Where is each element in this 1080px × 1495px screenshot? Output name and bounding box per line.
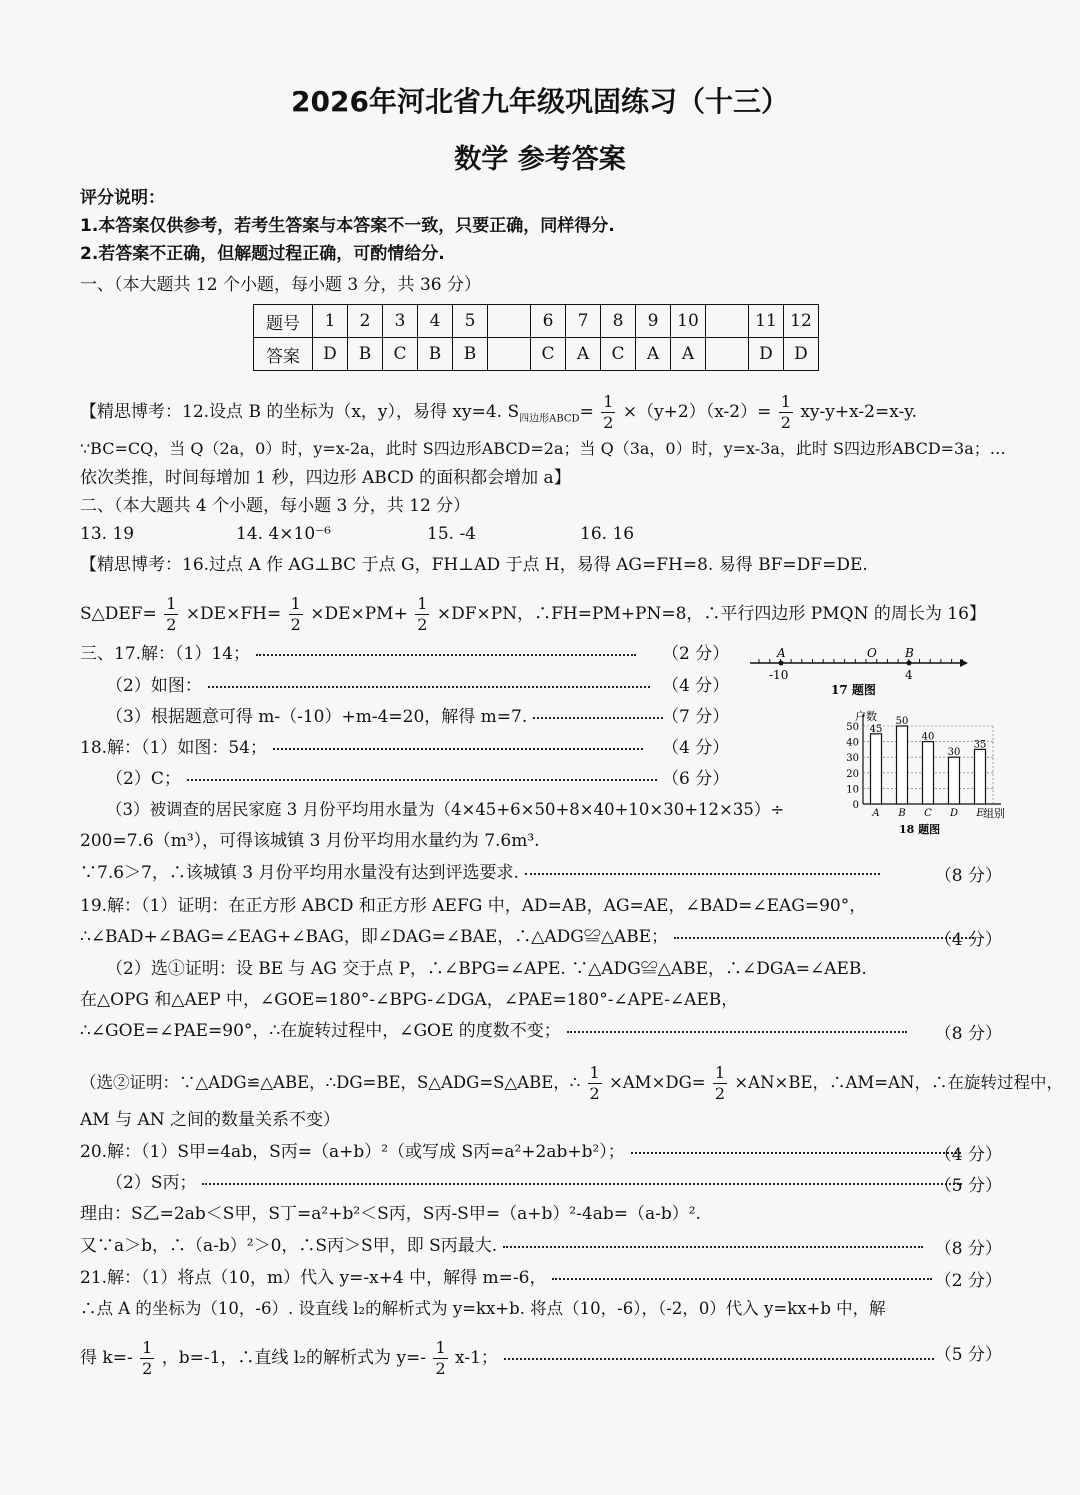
table-cell: 12	[784, 305, 819, 338]
x-tick-label: E	[976, 808, 984, 819]
y-tick-label: 40	[846, 737, 859, 749]
fraction-half: $\frac{1}{2}$	[417, 594, 428, 634]
bar-A	[871, 734, 882, 804]
y-tick-label: 0	[852, 800, 859, 811]
answer-13: 13. 19	[80, 524, 135, 544]
table-cell: 10	[671, 305, 706, 338]
hint-text: S△DEF=	[80, 604, 157, 624]
table-cell: 5	[453, 305, 488, 338]
fraction-half: $\frac{1}{2}$	[589, 1063, 600, 1103]
bar-value-label: 50	[895, 716, 909, 727]
q20-score4: （8 分）	[934, 1239, 1002, 1259]
bar-value-label: 40	[921, 731, 935, 743]
bar-B	[897, 726, 908, 804]
fraction-half: $\frac{1}{2}$	[166, 594, 177, 634]
hint-q12-line2: ∵BC=CQ，当 Q（2a，0）时，y=x-2a，此时 S四边形ABCD=2a；当 Q（3a，0）时，y=x-3a，此时 S四边形ABCD=3a；…	[80, 439, 1006, 458]
answer-14: 14. 4×10⁻⁶	[236, 524, 331, 544]
label-a: A	[777, 646, 786, 660]
table-cell: 1	[313, 305, 348, 338]
q18-score1: （4 分）	[662, 738, 730, 758]
bar-value-label: 30	[947, 747, 961, 759]
point-a	[779, 661, 784, 666]
point-b	[907, 661, 912, 666]
q19-line3: （2）选①证明：设 BE 与 AG 交于点 P，∴∠BPG=∠APE. ∵△ADG≌△ABE，∴∠DGA=∠AEB.	[106, 959, 867, 979]
section1-header: 一、（本大题共 12 个小题，每小题 3 分，共 36 分）	[80, 275, 482, 295]
q19-score5: （8 分）	[934, 1024, 1002, 1044]
fraction-half: $\frac{1}{2}$	[290, 594, 301, 634]
fraction-half: $\frac{1}{2}$	[603, 392, 614, 432]
x-tick-label: C	[924, 808, 932, 819]
hint-text: ×（y+2）（x-2）=	[622, 402, 772, 422]
table-cell: 6	[531, 305, 566, 338]
table-cell: 2	[348, 305, 383, 338]
table-cell: D	[784, 338, 819, 371]
bar-chart	[835, 705, 1010, 840]
bar-D	[949, 757, 960, 804]
table-cell: B	[418, 338, 453, 371]
table-cell: 题号	[254, 305, 313, 338]
table-cell: C	[383, 338, 418, 371]
q21-line2: ∴点 A 的坐标为（10，-6）. 设直线 l₂的解析式为 y=kx+b. 将点（10，-6），（-2，0）代入 y=kx+b 中，解	[80, 1299, 886, 1318]
q21-score1: （2 分）	[934, 1271, 1002, 1291]
q19-line7: AM 与 AN 之间的数量关系不变）	[80, 1110, 341, 1130]
q19-score2: （4 分）	[934, 930, 1002, 950]
q18-line4: 200=7.6（m³），可得该城镇 3 月份平均用水量约为 7.6m³.	[80, 831, 540, 851]
q17-line3: （3）根据题意可得 m-（-10）+m-4=20，解得 m=7.	[106, 705, 669, 729]
table-cell: C	[601, 338, 636, 371]
section2-header: 二、（本大题共 4 个小题，每小题 3 分，共 12 分）	[80, 496, 471, 516]
chart-ylabel: 户数	[855, 710, 877, 723]
bar-E	[975, 749, 986, 804]
q18-line1: 18.解：（1）如图：54；	[80, 736, 649, 760]
table-cell-gap	[488, 338, 531, 371]
q20-score1: （4 分）	[934, 1145, 1002, 1165]
tick-label-b: 4	[905, 668, 913, 682]
q21-line1: 21.解：（1）将点（10，m）代入 y=-x+4 中，解得 m=-6，	[80, 1266, 938, 1290]
table-cell: C	[531, 338, 566, 371]
q19-line6: （选②证明：∵△ADG≌△ABE，∴DG=BE，S△ADG=S△ABE，∴ $\frac{1}{2}$ ×AM×DG= $\frac{1}{2}$ ×AN×BE，∴AM=AN，∴在旋转过程中，	[80, 1063, 1063, 1103]
table-cell: 答案	[254, 338, 313, 371]
hint-text: xy-y+x-2=x-y.	[800, 402, 918, 422]
table-cell: B	[453, 338, 488, 371]
page-subtitle: 数学 参考答案	[454, 144, 626, 175]
figure-caption: 17 题图	[831, 683, 876, 697]
hint-q12-line3: 依次类推，时间每增加 1 秒，四边形 ABCD 的面积都会增加 a】	[80, 468, 571, 488]
table-cell: D	[313, 338, 348, 371]
q18-score2: （6 分）	[662, 769, 730, 789]
x-tick-label: B	[898, 808, 906, 819]
hint-q12-line1	[80, 392, 917, 433]
q18-line2: （2）C；	[106, 767, 663, 791]
fraction-half: $\frac{1}{2}$	[780, 392, 791, 432]
bar-value-label: 45	[869, 723, 883, 735]
number-line-figure	[745, 642, 970, 702]
bar-value-label: 35	[973, 739, 987, 751]
q17-line1: 三、17.解：（1）14；	[80, 642, 642, 666]
chart-caption: 18 题图	[899, 823, 941, 836]
fraction-half: $\frac{1}{2}$	[435, 1338, 446, 1378]
grading-heading: 评分说明：	[80, 188, 165, 208]
q19-line1: 19.解：（1）证明：在正方形 ABCD 和正方形 AEFG 中，AD=AB，AG=AE，∠BAD=∠EAG=90°，	[80, 896, 867, 916]
y-tick-label: 10	[846, 784, 859, 796]
label-o: O	[867, 646, 877, 660]
table-cell: 9	[636, 305, 671, 338]
chart-xlabel: 组别	[983, 807, 1005, 820]
table-cell: 3	[383, 305, 418, 338]
q19-line2: ∴∠BAD+∠BAG=∠EAG+∠BAG，即∠DAG=∠BAE，∴△ADG≌△ABE；	[80, 925, 980, 949]
bar-C	[923, 742, 934, 804]
table-cell: A	[636, 338, 671, 371]
q17-score1: （2 分）	[662, 644, 730, 664]
q20-line1: 20.解：（1）S甲=4ab，S丙=（a+b）²（或写成 S丙=a²+2ab+b²）；	[80, 1140, 967, 1164]
table-row	[254, 338, 819, 371]
subscript: 四边形ABCD	[519, 413, 580, 425]
y-tick-label: 20	[846, 768, 859, 780]
tick-label-a: -10	[769, 668, 789, 682]
q21-line3: 得 k=- $\frac{1}{2}$ ，b=-1，∴直线 l₂的解析式为 y=- $\frac{1}{2}$ x-1；	[80, 1338, 940, 1379]
grading-note-1: 1.本答案仅供参考，若考生答案与本答案不一致，只要正确，同样得分.	[80, 216, 615, 236]
arrow-icon	[960, 659, 968, 667]
hint-q16-line1: 【精思博考：16.过点 A 作 AG⊥BC 于点 G，FH⊥AD 于点 H，易得 AG=FH=8. 易得 BF=DF=DE.	[80, 555, 868, 575]
q17-line2: （2）如图：	[106, 674, 656, 698]
table-row	[254, 305, 819, 338]
q20-line4: 又∵a＞b，∴（a-b）²＞0，∴S丙＞S甲，即 S丙最大.	[80, 1234, 929, 1258]
table-cell: 11	[749, 305, 784, 338]
table-cell: 4	[418, 305, 453, 338]
q20-line2: （2）S丙；	[106, 1171, 968, 1195]
q20-line3: 理由：S乙=2ab＜S甲，S丁=a²+b²＜S丙，S丙-S甲=（a+b）²-4ab=（a-b）².	[80, 1204, 701, 1224]
y-tick-label: 30	[846, 753, 859, 765]
q21-score3: （5 分）	[934, 1345, 1002, 1365]
answer-table	[253, 304, 819, 371]
q18-line3: （3）被调查的居民家庭 3 月份平均用水量为（4×45+6×50+8×40+10×30+12×35）÷	[106, 800, 785, 819]
answer-15: 15. -4	[427, 524, 476, 544]
hint-q16-line2	[80, 594, 986, 635]
grading-note-2: 2.若答案不正确，但解题过程正确，可酌情给分.	[80, 244, 445, 264]
table-cell-gap	[488, 305, 531, 338]
q19-line4: 在△OPG 和△AEP 中，∠GOE=180°-∠BPG-∠DGA，∠PAE=180°-∠APE-∠AEB，	[80, 990, 739, 1010]
hint-text: ×DE×FH=	[185, 604, 282, 624]
q17-score2: （4 分）	[662, 676, 730, 696]
x-tick-label: D	[949, 808, 959, 819]
table-cell: 8	[601, 305, 636, 338]
q18-line5: ∵7.6＞7，∴该城镇 3 月份平均用水量没有达到评选要求.	[80, 861, 886, 885]
page-title: 2026年河北省九年级巩固练习（十三）	[291, 85, 789, 118]
q17-score3: （7 分）	[662, 707, 730, 727]
hint-text: =	[579, 402, 594, 422]
y-tick-label: 50	[846, 722, 859, 733]
fraction-half: $\frac{1}{2}$	[714, 1063, 726, 1103]
label-b: B	[905, 646, 914, 660]
answer-16: 16. 16	[580, 524, 635, 544]
hint-text: ×DE×PM+	[310, 604, 408, 624]
table-cell: 7	[566, 305, 601, 338]
x-tick-label: A	[872, 808, 880, 819]
hint-text: 【精思博考：12.设点 B 的坐标为（x，y），易得 xy=4. S	[80, 402, 520, 422]
q18-score5: （8 分）	[934, 866, 1002, 886]
table-cell-gap	[706, 305, 749, 338]
table-cell: B	[348, 338, 383, 371]
table-cell: A	[671, 338, 706, 371]
q20-score2: （5 分）	[934, 1176, 1002, 1196]
fraction-half: $\frac{1}{2}$	[142, 1338, 153, 1378]
hint-text: ×DF×PN，∴FH=PM+PN=8，∴平行四边形 PMQN 的周长为 16】	[436, 604, 986, 624]
table-cell-gap	[706, 338, 749, 371]
q19-line5: ∴∠GOE=∠PAE=90°，∴在旋转过程中，∠GOE 的度数不变；	[80, 1019, 913, 1043]
table-cell: A	[566, 338, 601, 371]
table-cell: D	[749, 338, 784, 371]
